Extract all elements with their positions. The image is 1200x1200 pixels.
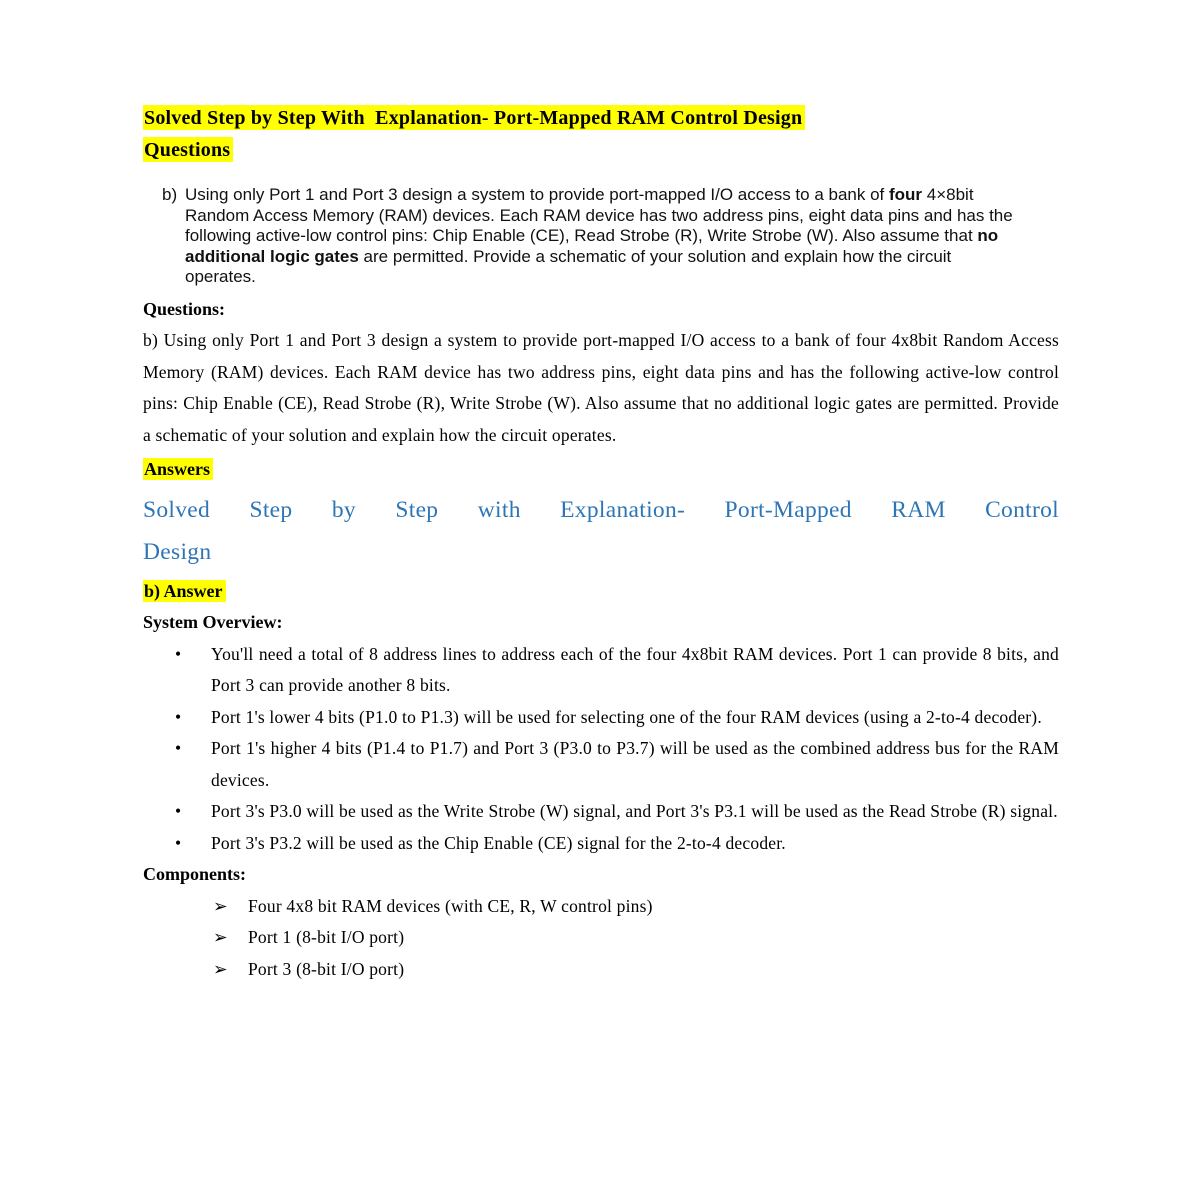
document-title-text: Solved Step by Step With Explanation- Port-Mapped RAM Control Design xyxy=(143,105,805,130)
answer-title xyxy=(143,489,1059,573)
questions-serif-body: b) Using only Port 1 and Port 3 design a system to provide port-mapped I/O access to a bank of four 4x8bit Random Access Memory (RAM) devices. Each RAM device has two address pins, eight data pins and has the following active-low control pins: Chip Enable (CE), Read Strobe (R), Write Strobe (W). Also assume that no additional logic gates are permitted. Provide a schematic of your solution and explain how the circuit operates. xyxy=(143,330,1059,445)
list-item-text: Port 1 (8-bit I/O port) xyxy=(248,927,405,947)
list-item xyxy=(143,828,1059,860)
bullet-icon: • xyxy=(175,738,182,758)
list-item-text: Port 3's P3.2 will be used as the Chip Enable (CE) signal for the 2-to-4 decoder. xyxy=(211,832,786,853)
list-item xyxy=(143,639,1059,702)
system-overview-list xyxy=(143,639,1059,860)
components-list xyxy=(143,891,1059,986)
arrow-bullet-icon: ➢ xyxy=(213,895,228,916)
list-item-text: You'll need a total of 8 address lines to address each of the four 4x8bit RAM devices. Port 1 can provide 8 bits, and Port 3 can provide another 8 bits. xyxy=(211,643,1059,695)
list-item xyxy=(143,891,1059,923)
list-item xyxy=(143,796,1059,828)
document-body xyxy=(143,106,1059,985)
list-item xyxy=(143,954,1059,986)
questions-heading xyxy=(143,138,1059,162)
question-b-text xyxy=(185,185,1018,288)
list-item xyxy=(143,733,1059,796)
list-item xyxy=(143,922,1059,954)
answer-b-heading-text: b) Answer xyxy=(143,580,226,602)
question-seg1: Using only Port 1 and Port 3 design a system to provide port-mapped I/O access to a bank of xyxy=(185,185,889,204)
question-b-marker: b) xyxy=(162,185,178,204)
list-item-text: Four 4x8 bit RAM devices (with CE, R, W control pins) xyxy=(248,895,653,916)
question-seg2: 4×8bit Random Access Memory (RAM) devices. Each RAM device has two address pins, eight data pins and has the following active-low control pins: Chip Enable (CE), Read Strobe (R), Write Strobe (W). Also assume that xyxy=(185,185,1013,245)
answer-title-line2: Design xyxy=(143,538,212,565)
answer-title-line1: Solved Step by Step with Explanation- Port-Mapped RAM Control xyxy=(143,496,1059,523)
question-b-sans xyxy=(143,185,1059,288)
bullet-icon: • xyxy=(175,643,182,664)
bullet-icon: • xyxy=(175,801,182,821)
list-item-text: Port 3's P3.0 will be used as the Write Strobe (W) signal, and Port 3's P3.1 will be used as the Read Strobe (R) signal. xyxy=(211,801,1058,821)
question-bold-four: four xyxy=(888,185,923,204)
question-bold-no-logic: no additional logic gates xyxy=(185,226,999,266)
bullet-icon: • xyxy=(175,706,182,727)
list-item-text: Port 1's lower 4 bits (P1.0 to P1.3) will be used for selecting one of the four RAM devices (using a 2-to-4 decoder). xyxy=(211,706,1042,727)
answers-heading-text: Answers xyxy=(143,458,213,480)
list-item-text: Port 1's higher 4 bits (P1.4 to P1.7) and Port 3 (P3.0 to P3.7) will be used as the combined address bus for the RAM devices. xyxy=(211,738,1059,790)
arrow-bullet-icon: ➢ xyxy=(213,958,228,979)
system-overview-heading: System Overview: xyxy=(143,612,283,632)
questions-serif-heading: Questions: xyxy=(143,298,226,319)
document-title xyxy=(143,106,1059,130)
bullet-icon: • xyxy=(175,832,182,853)
answers-heading xyxy=(143,454,1059,486)
answer-b-heading xyxy=(143,576,1059,608)
arrow-bullet-icon: ➢ xyxy=(213,927,228,947)
list-item-text: Port 3 (8-bit I/O port) xyxy=(248,958,405,979)
list-item xyxy=(143,702,1059,734)
question-seg3: are permitted. Provide a schematic of your solution and explain how the circuit operates. xyxy=(185,246,952,286)
questions-heading-text: Questions xyxy=(143,137,233,162)
components-heading: Components: xyxy=(143,864,247,884)
